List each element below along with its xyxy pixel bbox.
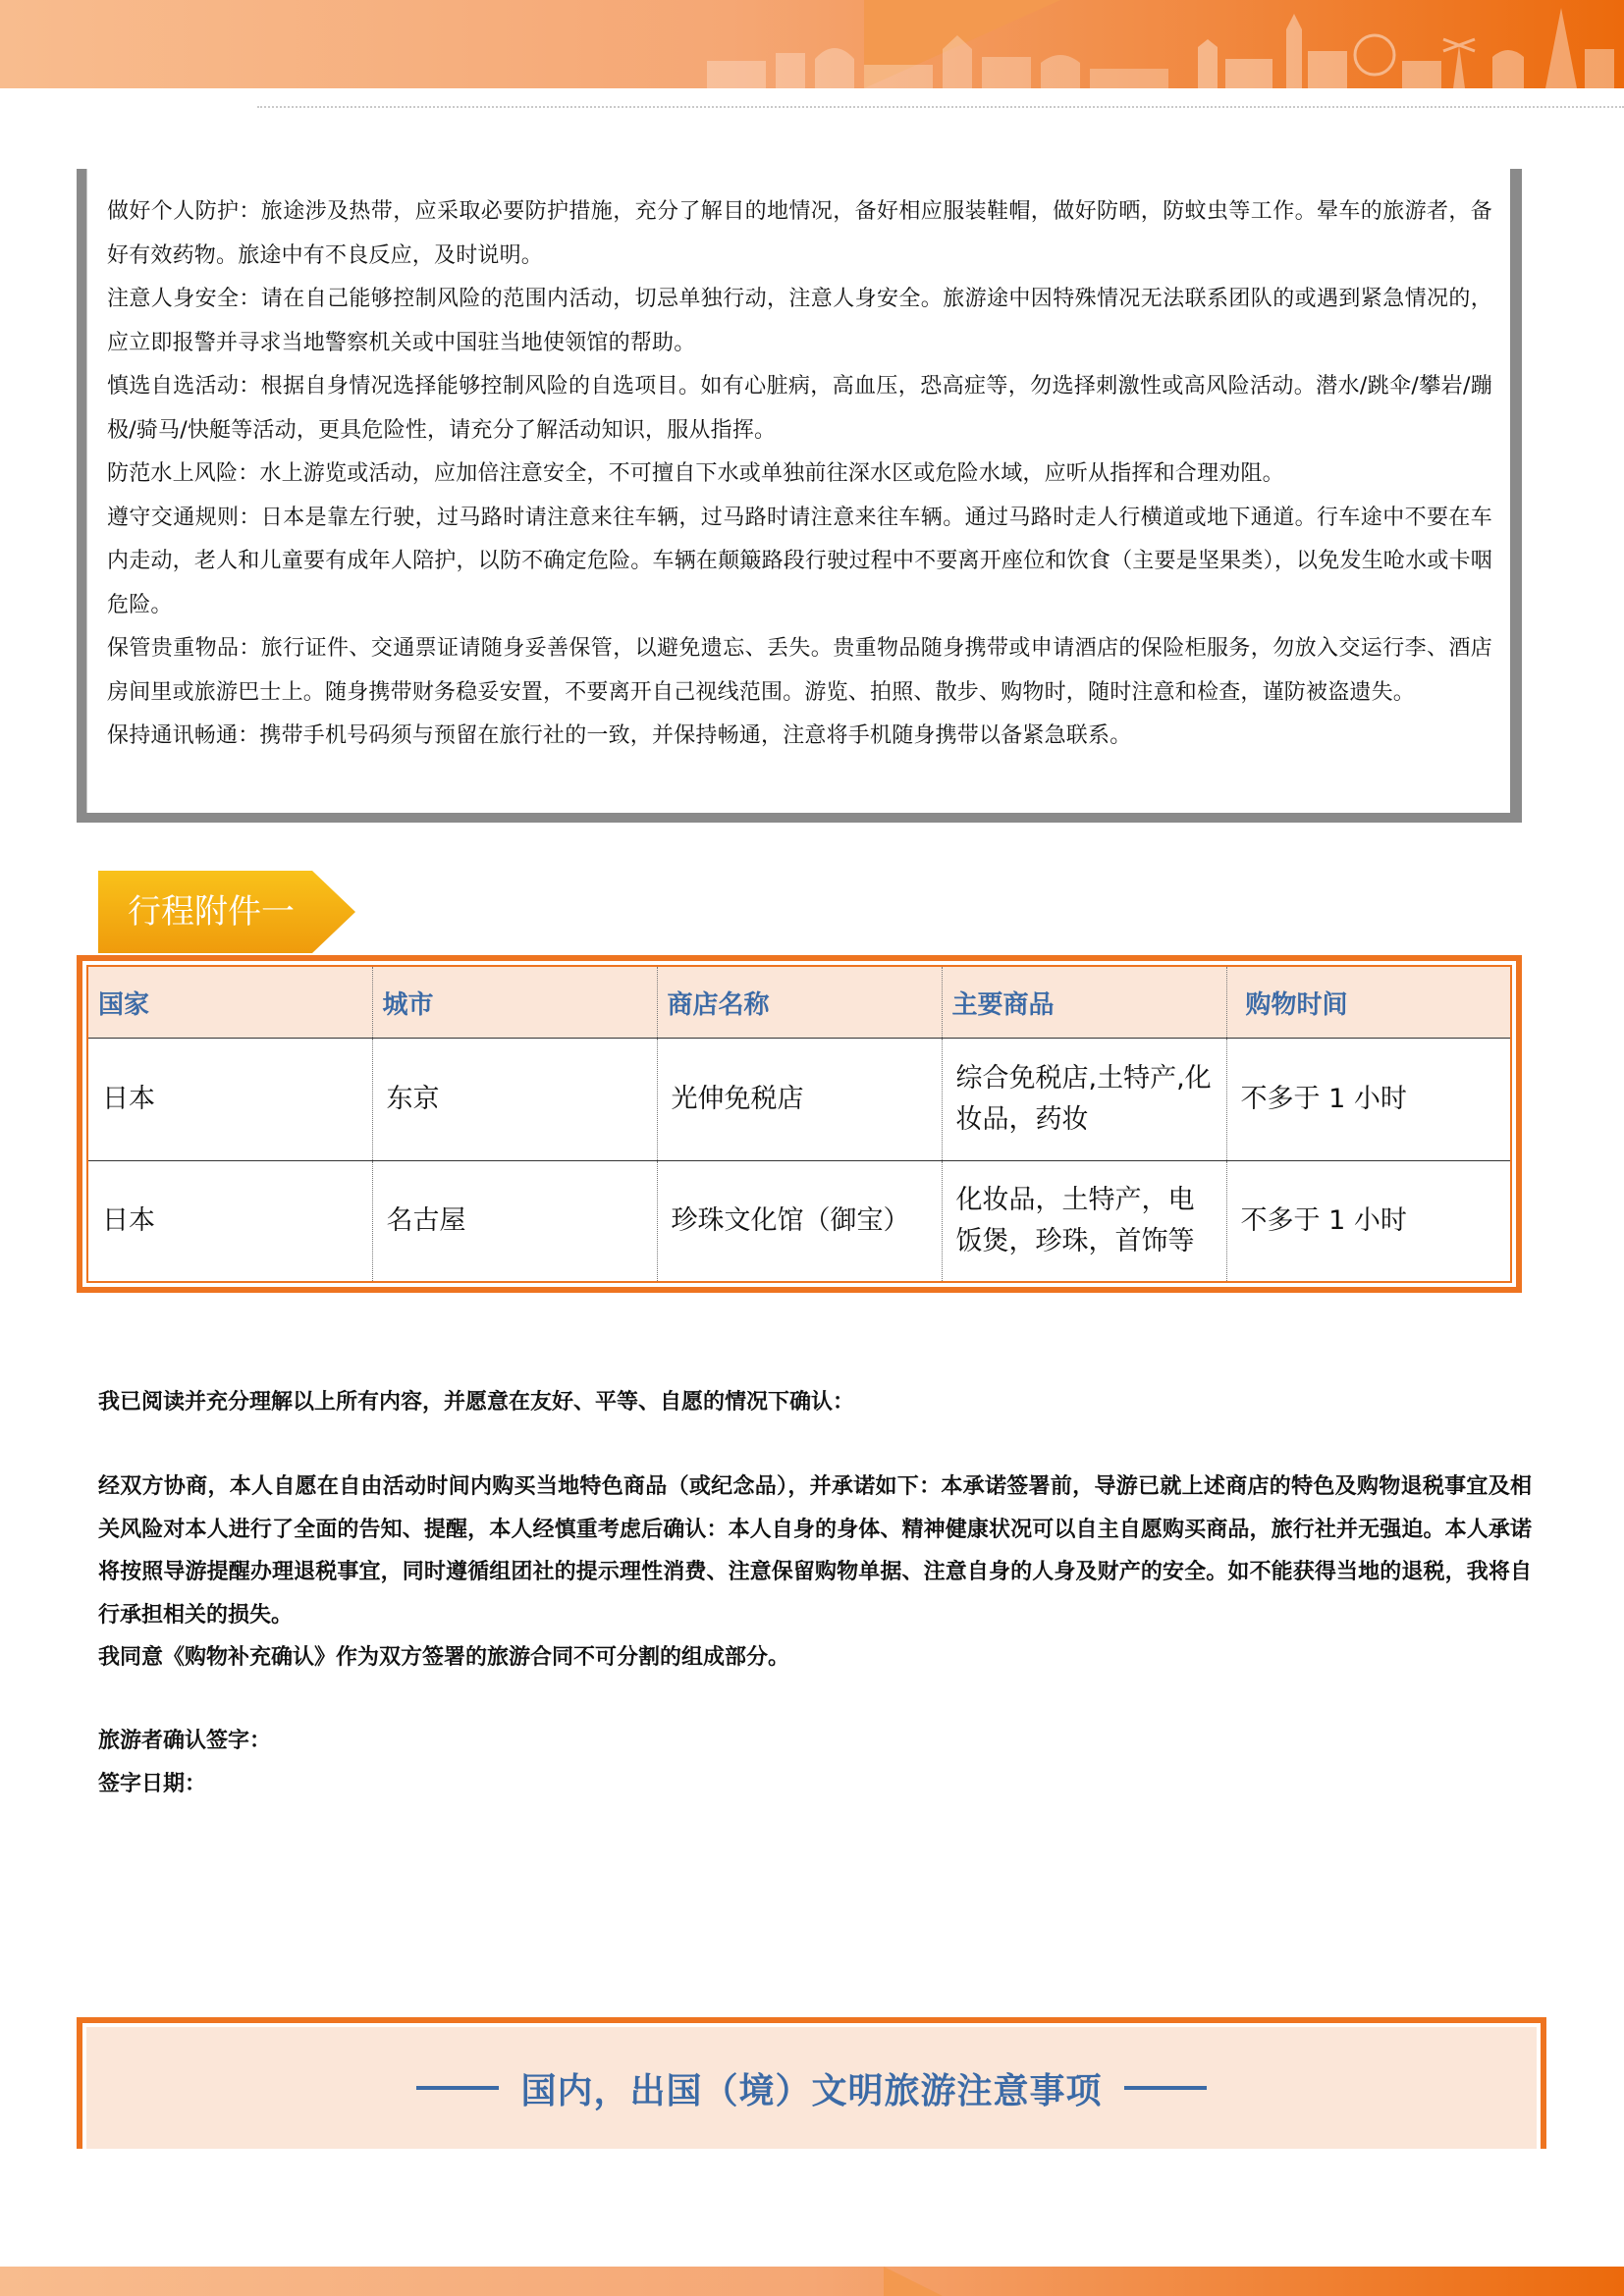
section-tag-attachment <box>98 871 357 953</box>
header-shop-name: 商店名称 <box>657 966 942 1039</box>
safety-notice-content <box>86 169 1510 813</box>
footer-band <box>0 2267 1624 2296</box>
header-shopping-time: 购物时间 <box>1226 966 1511 1039</box>
header-country: 国家 <box>87 966 372 1039</box>
cell-city: 名古屋 <box>372 1161 657 1282</box>
shop-table <box>86 965 1512 1283</box>
notice-water-risk: 防范水上风险：水上游览或活动，应加倍注意安全，不可擅自下水或单独前往深水区或危险水域，应听从指挥和合理劝阻。 <box>107 461 1284 486</box>
cell-country: 日本 <box>102 1205 155 1236</box>
safety-notice-box <box>77 169 1522 823</box>
header-divider <box>257 106 1624 108</box>
notice-personal-safety: 注意人身安全：请在自己能够控制风险的范围内活动，切忌单独行动，注意人身安全。旅游途中因特殊情况无法联系团队的或遇到紧急情况的，应立即报警并寻求当地警察机关或中国驻当地使领馆的帮助。 <box>107 287 1492 355</box>
cell-shop-name: 珍珠文化馆（御宝） <box>657 1161 942 1282</box>
notice-traffic-rules: 遵守交通规则：日本是靠左行驶，过马路时请注意来往车辆，过马路时请注意来往车辆。通过马路时走人行横道或地下通道。行车途中不要在车内走动，老人和儿童要有成年人陪护，以防不确定危险。车辆在颠簸路段行驶过程中不要离开座位和饮食（主要是坚果类），以免发生呛水或卡咽危险。 <box>107 505 1492 617</box>
footer-wedge <box>884 2267 943 2296</box>
notice-personal-protection: 做好个人防护：旅途涉及热带，应采取必要防护措施，充分了解目的地情况，备好相应服装鞋帽，做好防晒，防蚊虫等工作。晕车的旅游者，备好有效药物。旅途中有不良反应，及时说明。 <box>107 199 1492 268</box>
cell-main-goods: 综合免税店,土特产,化妆品，药妆 <box>942 1039 1226 1161</box>
confirm-body: 经双方协商，本人自愿在自由活动时间内购买当地特色商品（或纪念品），并承诺如下：本承诺签署前，导游已就上述商店的特色及购物退税事宜及相关风险对本人进行了全面的告知、提醒，本人经慎重考虑后确认：本人自身的身体、精神健康状况可以自主自愿购买商品，旅行社并无强迫。本人承诺将按照导游提醒办理退税事宜，同时遵循组团社的提示理性消费、注意保留购物单据、注意自身的人身及财产的安全。如不能获得当地的退税，我将自行承担相关的损失。 <box>98 1474 1532 1628</box>
cell-shopping-time: 不多于 1 小时 <box>1226 1161 1511 1282</box>
cell-shop-name: 光伸免税店 <box>657 1039 942 1161</box>
notice-communication: 保持通讯畅通：携带手机号码须与预留在旅行社的一致，并保持畅通，注意将手机随身携带以备紧急联系。 <box>107 723 1132 748</box>
cell-shopping-time: 不多于 1 小时 <box>1226 1039 1511 1161</box>
signature-date-label: 签字日期： <box>98 1771 207 1796</box>
confirm-intro: 我已阅读并充分理解以上所有内容，并愿意在友好、平等、自愿的情况下确认： <box>98 1390 855 1415</box>
section-tag-label: 行程附件一 <box>128 892 295 932</box>
table-header-row <box>87 966 1511 1039</box>
signature-block <box>98 1720 1532 1805</box>
table-row <box>87 1039 1511 1161</box>
signature-label: 旅游者确认签字： <box>98 1729 272 1753</box>
confirm-agree: 我同意《购物补充确认》作为双方签署的旅游合同不可分割的组成部分。 <box>98 1645 790 1670</box>
cell-country: 日本 <box>87 1039 372 1161</box>
confirm-body-block <box>98 1466 1532 1680</box>
banner-left-dash <box>416 2086 499 2090</box>
cell-city: 东京 <box>372 1039 657 1161</box>
notice-valuables: 保管贵重物品：旅行证件、交通票证请随身妥善保管，以避免遗忘、丢失。贵重物品随身携带或申请酒店的保险柜服务，勿放入交运行李、酒店房间里或旅游巴士上。随身携带财务稳妥安置，不要离开自己视线范围。游览、拍照、散步、购物时，随时注意和检查，谨防被盗遗失。 <box>107 636 1492 705</box>
banner-right-dash <box>1124 2086 1207 2090</box>
notice-optional-activities: 慎选自选活动：根据自身情况选择能够控制风险的自选项目。如有心脏病，高血压，恐高症等，勿选择刺激性或高风险活动。潜水/跳伞/攀岩/蹦极/骑马/快艇等活动，更具危险性，请充分了解活动知识，服从指挥。 <box>107 374 1492 443</box>
confirm-intro-block <box>98 1381 1532 1424</box>
banner-title: 国内，出国（境）文明旅游注意事项 <box>520 2070 1103 2111</box>
shop-table-frame <box>77 955 1522 1293</box>
header-city: 城市 <box>372 966 657 1039</box>
city-skyline-icon <box>687 0 1624 88</box>
header-main-goods: 主要商品 <box>942 966 1226 1039</box>
cell-main-goods: 化妆品，土特产，电饭煲，珍珠，首饰等 <box>942 1161 1226 1282</box>
civilized-travel-banner <box>77 2017 1546 2149</box>
table-row <box>87 1161 1511 1282</box>
